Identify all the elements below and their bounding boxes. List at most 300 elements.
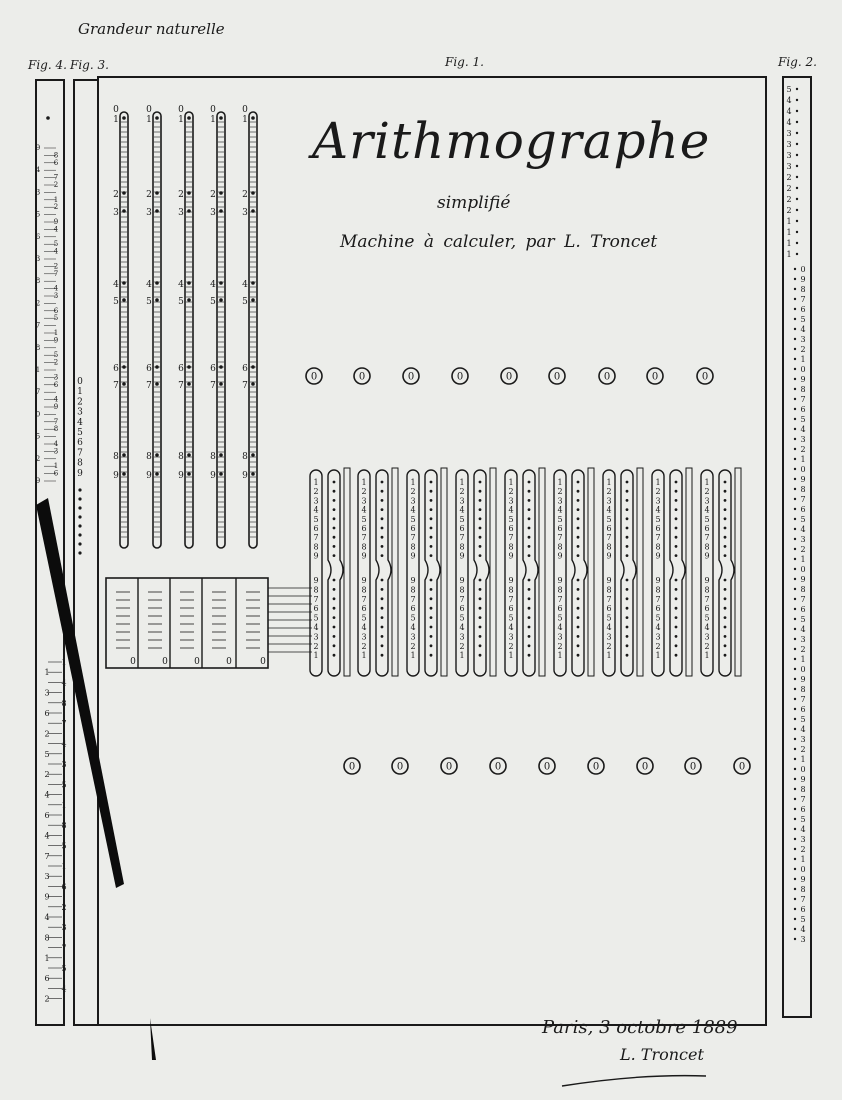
dot (479, 597, 482, 600)
dot (675, 616, 678, 619)
fig2-digit: 6 (800, 805, 806, 814)
fig4-digit: 4 (61, 739, 67, 749)
window-digit: 0 (456, 371, 464, 383)
long-slot-body (217, 112, 225, 548)
fig2-digit: 7 (800, 495, 806, 504)
dot (626, 481, 629, 484)
fig2-digit: 2 (800, 745, 806, 754)
fig2-digit: 8 (800, 485, 806, 494)
key-digit-up: 4 (410, 505, 416, 515)
dot (794, 538, 796, 540)
fig4-digit: 6 (53, 380, 59, 389)
key-column-right (523, 470, 538, 676)
key-digit-up: 1 (606, 478, 612, 487)
long-slot-mark: 3 (113, 208, 119, 218)
dot (675, 517, 678, 520)
dot (675, 527, 678, 530)
dot (577, 588, 580, 591)
fig2-digit: 4 (800, 325, 806, 334)
fig4-digit: 1 (44, 953, 50, 963)
long-slot-mark: 8 (178, 452, 184, 462)
long-slot-mark: 7 (178, 381, 184, 391)
fig2-digit: 9 (800, 675, 806, 684)
fig4-digit: 4 (53, 225, 59, 234)
dot (155, 365, 159, 369)
fig2-digit: 0 (800, 665, 806, 674)
dot (78, 551, 81, 554)
dot (724, 654, 727, 657)
long-slot-mark: 7 (210, 381, 216, 391)
fig4-digit: 9 (53, 403, 59, 411)
key-digit-down: 2 (704, 641, 710, 651)
fig4-digit: 7 (44, 851, 50, 861)
dot (479, 508, 482, 511)
key-digit-down: 9 (704, 576, 710, 585)
fig2-digit: 9 (800, 375, 806, 384)
key-separator (735, 468, 741, 676)
fig4-digit: 9 (35, 144, 41, 152)
dot (219, 382, 223, 386)
long-slot-mark: 7 (113, 381, 119, 391)
long-slot-mark: 4 (146, 280, 152, 290)
dot (675, 536, 678, 539)
fig2-digit: 3 (800, 735, 806, 744)
dot (333, 607, 336, 610)
fig2-digit: 7 (800, 295, 806, 304)
dot (219, 298, 223, 302)
dot (430, 545, 433, 548)
dot (724, 626, 727, 629)
dot (675, 588, 678, 591)
key-digit-up: 3 (459, 496, 465, 506)
key-digit-down: 9 (606, 576, 612, 585)
key-digit-down: 9 (361, 576, 367, 585)
result-window (403, 368, 419, 384)
dot (724, 554, 727, 557)
fig2-digit: 4 (786, 118, 792, 127)
dot (333, 508, 336, 511)
dot (724, 644, 727, 647)
key-digit-up: 3 (606, 496, 612, 506)
long-slot-mark: 0 (146, 105, 152, 115)
fig4-digit: 7 (61, 719, 67, 729)
fig2-digit: 5 (800, 915, 806, 924)
window-digit: 0 (494, 761, 502, 773)
result-window (490, 758, 506, 774)
fig4-digit: 5 (53, 314, 59, 323)
key-digit-up: 8 (704, 542, 710, 552)
dot (675, 545, 678, 548)
key-digit-down: 6 (361, 604, 367, 614)
fig2-digit: 6 (800, 705, 806, 714)
key-digit-up: 4 (361, 505, 367, 515)
long-slot-mark: 9 (242, 471, 248, 481)
result-window (549, 368, 565, 384)
dot (794, 778, 796, 780)
key-digit-up: 6 (606, 524, 612, 533)
dot (333, 490, 336, 493)
fig2-digit: 8 (800, 285, 806, 294)
key-digit-down: 9 (655, 576, 661, 585)
window-digit: 0 (445, 761, 453, 773)
fig3-digit: 8 (77, 458, 83, 469)
long-slot-mark: 0 (178, 105, 184, 115)
fig4-digit: 3 (35, 255, 41, 263)
dot (122, 281, 126, 285)
fig2-digit: 3 (786, 140, 792, 149)
fig2-digit: 9 (800, 875, 806, 884)
long-slot-mark: 7 (242, 381, 248, 391)
dot (796, 253, 798, 255)
key-digit-up: 8 (655, 542, 661, 552)
key-digit-down: 5 (557, 613, 563, 623)
fig2-digit: 3 (786, 162, 792, 171)
dot (794, 508, 796, 510)
dot (528, 579, 531, 582)
dot (430, 654, 433, 657)
window-digit: 0 (396, 761, 404, 773)
dot (675, 626, 678, 629)
dot (187, 209, 191, 213)
dot (430, 635, 433, 638)
long-slot-mark: 6 (146, 364, 152, 374)
key-digit-down: 5 (410, 613, 416, 623)
dot (626, 616, 629, 619)
key-digit-down: 9 (508, 576, 514, 585)
key-slot (456, 468, 496, 676)
result-window (441, 758, 457, 774)
long-slot-mark: 3 (242, 208, 248, 218)
fig4-digit: 4 (44, 913, 50, 922)
dot (577, 499, 580, 502)
result-window (697, 368, 713, 384)
key-digit-up: 1 (361, 478, 367, 487)
long-slot (113, 105, 128, 548)
fig2-digit: 1 (800, 755, 806, 764)
key-digit-down: 2 (606, 641, 612, 651)
fig2-digit: 6 (800, 305, 806, 314)
fig4-digit: 1 (61, 800, 67, 810)
dot (724, 597, 727, 600)
fig2-strip (786, 85, 805, 944)
register-frame (106, 578, 268, 668)
dot (794, 548, 796, 550)
dot (333, 579, 336, 582)
window-digit: 0 (505, 371, 513, 383)
dot (794, 478, 796, 480)
dot (219, 116, 223, 120)
key-digit-up: 9 (361, 551, 367, 561)
fig2-digit: 5 (800, 615, 806, 624)
long-slot-mark: 4 (210, 280, 216, 290)
dot (724, 635, 727, 638)
key-digit-down: 7 (410, 594, 416, 604)
dot (794, 848, 796, 850)
key-digit-down: 1 (655, 651, 661, 661)
dot (333, 545, 336, 548)
dot (78, 524, 81, 527)
key-digit-up: 5 (410, 514, 416, 524)
long-slot-mark: 1 (210, 115, 216, 125)
dot (577, 644, 580, 647)
dot (219, 281, 223, 285)
fig4-digit: 1 (61, 862, 67, 871)
dot (528, 644, 531, 647)
dot (675, 508, 678, 511)
dot (796, 121, 798, 123)
key-digit-up: 5 (459, 514, 465, 524)
key-digit-down: 6 (459, 604, 465, 614)
register-box (106, 578, 268, 668)
fig2-digit: 2 (800, 545, 806, 554)
dot (724, 490, 727, 493)
key-digit-up: 5 (313, 514, 319, 524)
key-digit-down: 4 (361, 623, 367, 632)
fig4-digit: 6 (53, 306, 59, 315)
dot (577, 579, 580, 582)
fig4-digit: 4 (53, 395, 59, 404)
dot (794, 558, 796, 560)
fig4-digit: 1 (53, 462, 59, 471)
dot (794, 368, 796, 370)
key-separator (490, 468, 496, 676)
fig2-digit: 3 (800, 935, 806, 944)
dot (796, 187, 798, 189)
key-digit-down: 2 (410, 641, 416, 651)
dot (122, 298, 126, 302)
signature-name: L. Troncet (620, 1045, 704, 1064)
long-slot-mark: 3 (178, 208, 184, 218)
fig4-digit: 5 (53, 351, 59, 360)
fig4-digit: 6 (35, 232, 41, 241)
dot (794, 458, 796, 460)
window-digit: 0 (641, 761, 649, 773)
fig4-digit: 2 (35, 454, 41, 463)
dot (528, 626, 531, 629)
key-digit-down: 9 (459, 576, 465, 585)
fig4-digit: 6 (44, 811, 50, 820)
dot (794, 768, 796, 770)
fig4-digit: 6 (44, 709, 50, 718)
key-slot (407, 468, 447, 676)
key-digit-down: 7 (459, 594, 465, 604)
key-digit-up: 1 (313, 478, 319, 487)
long-slot-mark: 3 (210, 208, 216, 218)
dot (381, 517, 384, 520)
key-digit-up: 5 (655, 514, 661, 524)
fig2-digit: 2 (786, 173, 792, 182)
fig2-digit: 7 (800, 395, 806, 404)
dot (794, 338, 796, 340)
key-digit-down: 1 (606, 651, 612, 661)
key-digit-down: 7 (704, 594, 710, 604)
dot (251, 365, 255, 369)
dot (794, 758, 796, 760)
fig2-digit: 5 (800, 315, 806, 324)
fig4-digit: 3 (61, 923, 67, 933)
key-digit-down: 3 (508, 632, 514, 642)
dot (219, 365, 223, 369)
dot (479, 481, 482, 484)
dot (122, 116, 126, 120)
fig3-frame (74, 80, 98, 1025)
key-digit-up: 3 (508, 496, 514, 506)
fig2-digit: 1 (786, 250, 792, 259)
dot (724, 499, 727, 502)
dot (794, 808, 796, 810)
dot (187, 472, 191, 476)
dot (794, 638, 796, 640)
key-digit-up: 4 (508, 505, 514, 515)
fig2-digit: 0 (800, 865, 806, 874)
dot (724, 517, 727, 520)
dot (626, 579, 629, 582)
key-digit-up: 2 (606, 487, 612, 497)
key-digit-down: 4 (704, 623, 710, 632)
dot (794, 298, 796, 300)
result-window (588, 758, 604, 774)
key-digit-down: 5 (704, 613, 710, 623)
dot (794, 738, 796, 740)
key-digit-down: 4 (410, 623, 416, 632)
dot (577, 597, 580, 600)
key-digit-down: 7 (557, 594, 563, 604)
fig2-digit: 5 (800, 415, 806, 424)
dot (626, 635, 629, 638)
dot (796, 176, 798, 178)
dot (430, 499, 433, 502)
fig4-digit: 4 (53, 440, 59, 448)
key-separator (441, 468, 447, 676)
long-slot-mark: 3 (146, 208, 152, 218)
fig2-digit: 6 (800, 505, 806, 514)
dot (430, 554, 433, 557)
fig4-digit: 0 (35, 410, 41, 419)
dot (78, 497, 81, 500)
key-digit-up: 7 (704, 533, 710, 543)
key-digit-up: 5 (557, 514, 563, 524)
fig2-digit: 3 (800, 835, 806, 844)
fig2-digit: 4 (800, 925, 806, 934)
dot (251, 382, 255, 386)
long-slot-mark: 5 (146, 297, 152, 307)
dot (794, 498, 796, 500)
key-digit-down: 6 (557, 604, 563, 614)
result-window (647, 368, 663, 384)
fig4-digit: 8 (61, 698, 67, 708)
key-digit-down: 3 (410, 632, 416, 642)
dot (794, 658, 796, 660)
dot (528, 607, 531, 610)
result-window (344, 758, 360, 774)
key-separator (637, 468, 643, 676)
dot (724, 588, 727, 591)
dot (794, 878, 796, 880)
fig4-label: Fig. 4. (28, 58, 67, 72)
long-slot-mark: 6 (113, 364, 119, 374)
key-digit-up: 3 (361, 496, 367, 506)
fig3-digit: 1 (77, 387, 83, 398)
dot (155, 191, 159, 195)
long-slot-mark: 5 (210, 297, 216, 307)
fig4-digit: 2 (35, 299, 41, 308)
dot (794, 518, 796, 520)
key-digit-down: 7 (655, 594, 661, 604)
fig2-digit: 8 (800, 785, 806, 794)
fig2-digit: 5 (786, 85, 792, 94)
dot (794, 858, 796, 860)
window-digit: 0 (543, 761, 551, 773)
dot (528, 536, 531, 539)
dot (794, 418, 796, 420)
key-digit-up: 5 (606, 514, 612, 524)
key-digit-down: 4 (459, 623, 465, 632)
key-digit-down: 7 (361, 594, 367, 604)
key-digit-down: 1 (361, 651, 367, 661)
key-digit-down: 2 (459, 641, 465, 651)
dot (528, 517, 531, 520)
dot (794, 838, 796, 840)
dot (577, 545, 580, 548)
dot (430, 579, 433, 582)
long-slot-mark: 9 (146, 471, 152, 481)
dot (381, 508, 384, 511)
fig2-digit: 1 (800, 855, 806, 864)
dot (577, 527, 580, 530)
dot (794, 568, 796, 570)
long-slot (146, 105, 161, 548)
window-digit: 0 (348, 761, 356, 773)
key-digit-up: 5 (704, 514, 710, 524)
key-digit-up: 4 (704, 505, 710, 515)
key-digit-down: 8 (410, 585, 416, 595)
key-slot (652, 468, 692, 676)
long-slot (178, 105, 193, 548)
key-digit-up: 4 (655, 505, 661, 515)
dot (724, 616, 727, 619)
key-digit-up: 9 (606, 551, 612, 561)
dot (794, 278, 796, 280)
dot (528, 499, 531, 502)
fig4-digit: 8 (53, 151, 59, 160)
fig2-digit: 1 (786, 228, 792, 237)
fig2-digit: 2 (786, 184, 792, 193)
dot (78, 488, 81, 491)
key-digit-up: 9 (313, 551, 319, 561)
fig4-digit: 6 (53, 469, 59, 478)
dot (794, 318, 796, 320)
dot (122, 209, 126, 213)
dot (626, 644, 629, 647)
fig4-digit: 9 (35, 477, 41, 485)
dot (794, 528, 796, 530)
fig2-digit: 1 (786, 239, 792, 248)
dot (219, 191, 223, 195)
window-digit: 0 (358, 371, 366, 383)
key-digit-down: 9 (557, 576, 563, 585)
key-digit-down: 3 (313, 632, 319, 642)
dot (794, 378, 796, 380)
dot (796, 132, 798, 134)
dot (577, 635, 580, 638)
fig4-digit: 7 (35, 321, 41, 330)
dot (430, 527, 433, 530)
fig4-digit: 2 (53, 358, 59, 367)
fig4-digit: 7 (35, 388, 41, 397)
dot (333, 517, 336, 520)
dot (794, 608, 796, 610)
fig4-digit: 6 (61, 882, 67, 892)
